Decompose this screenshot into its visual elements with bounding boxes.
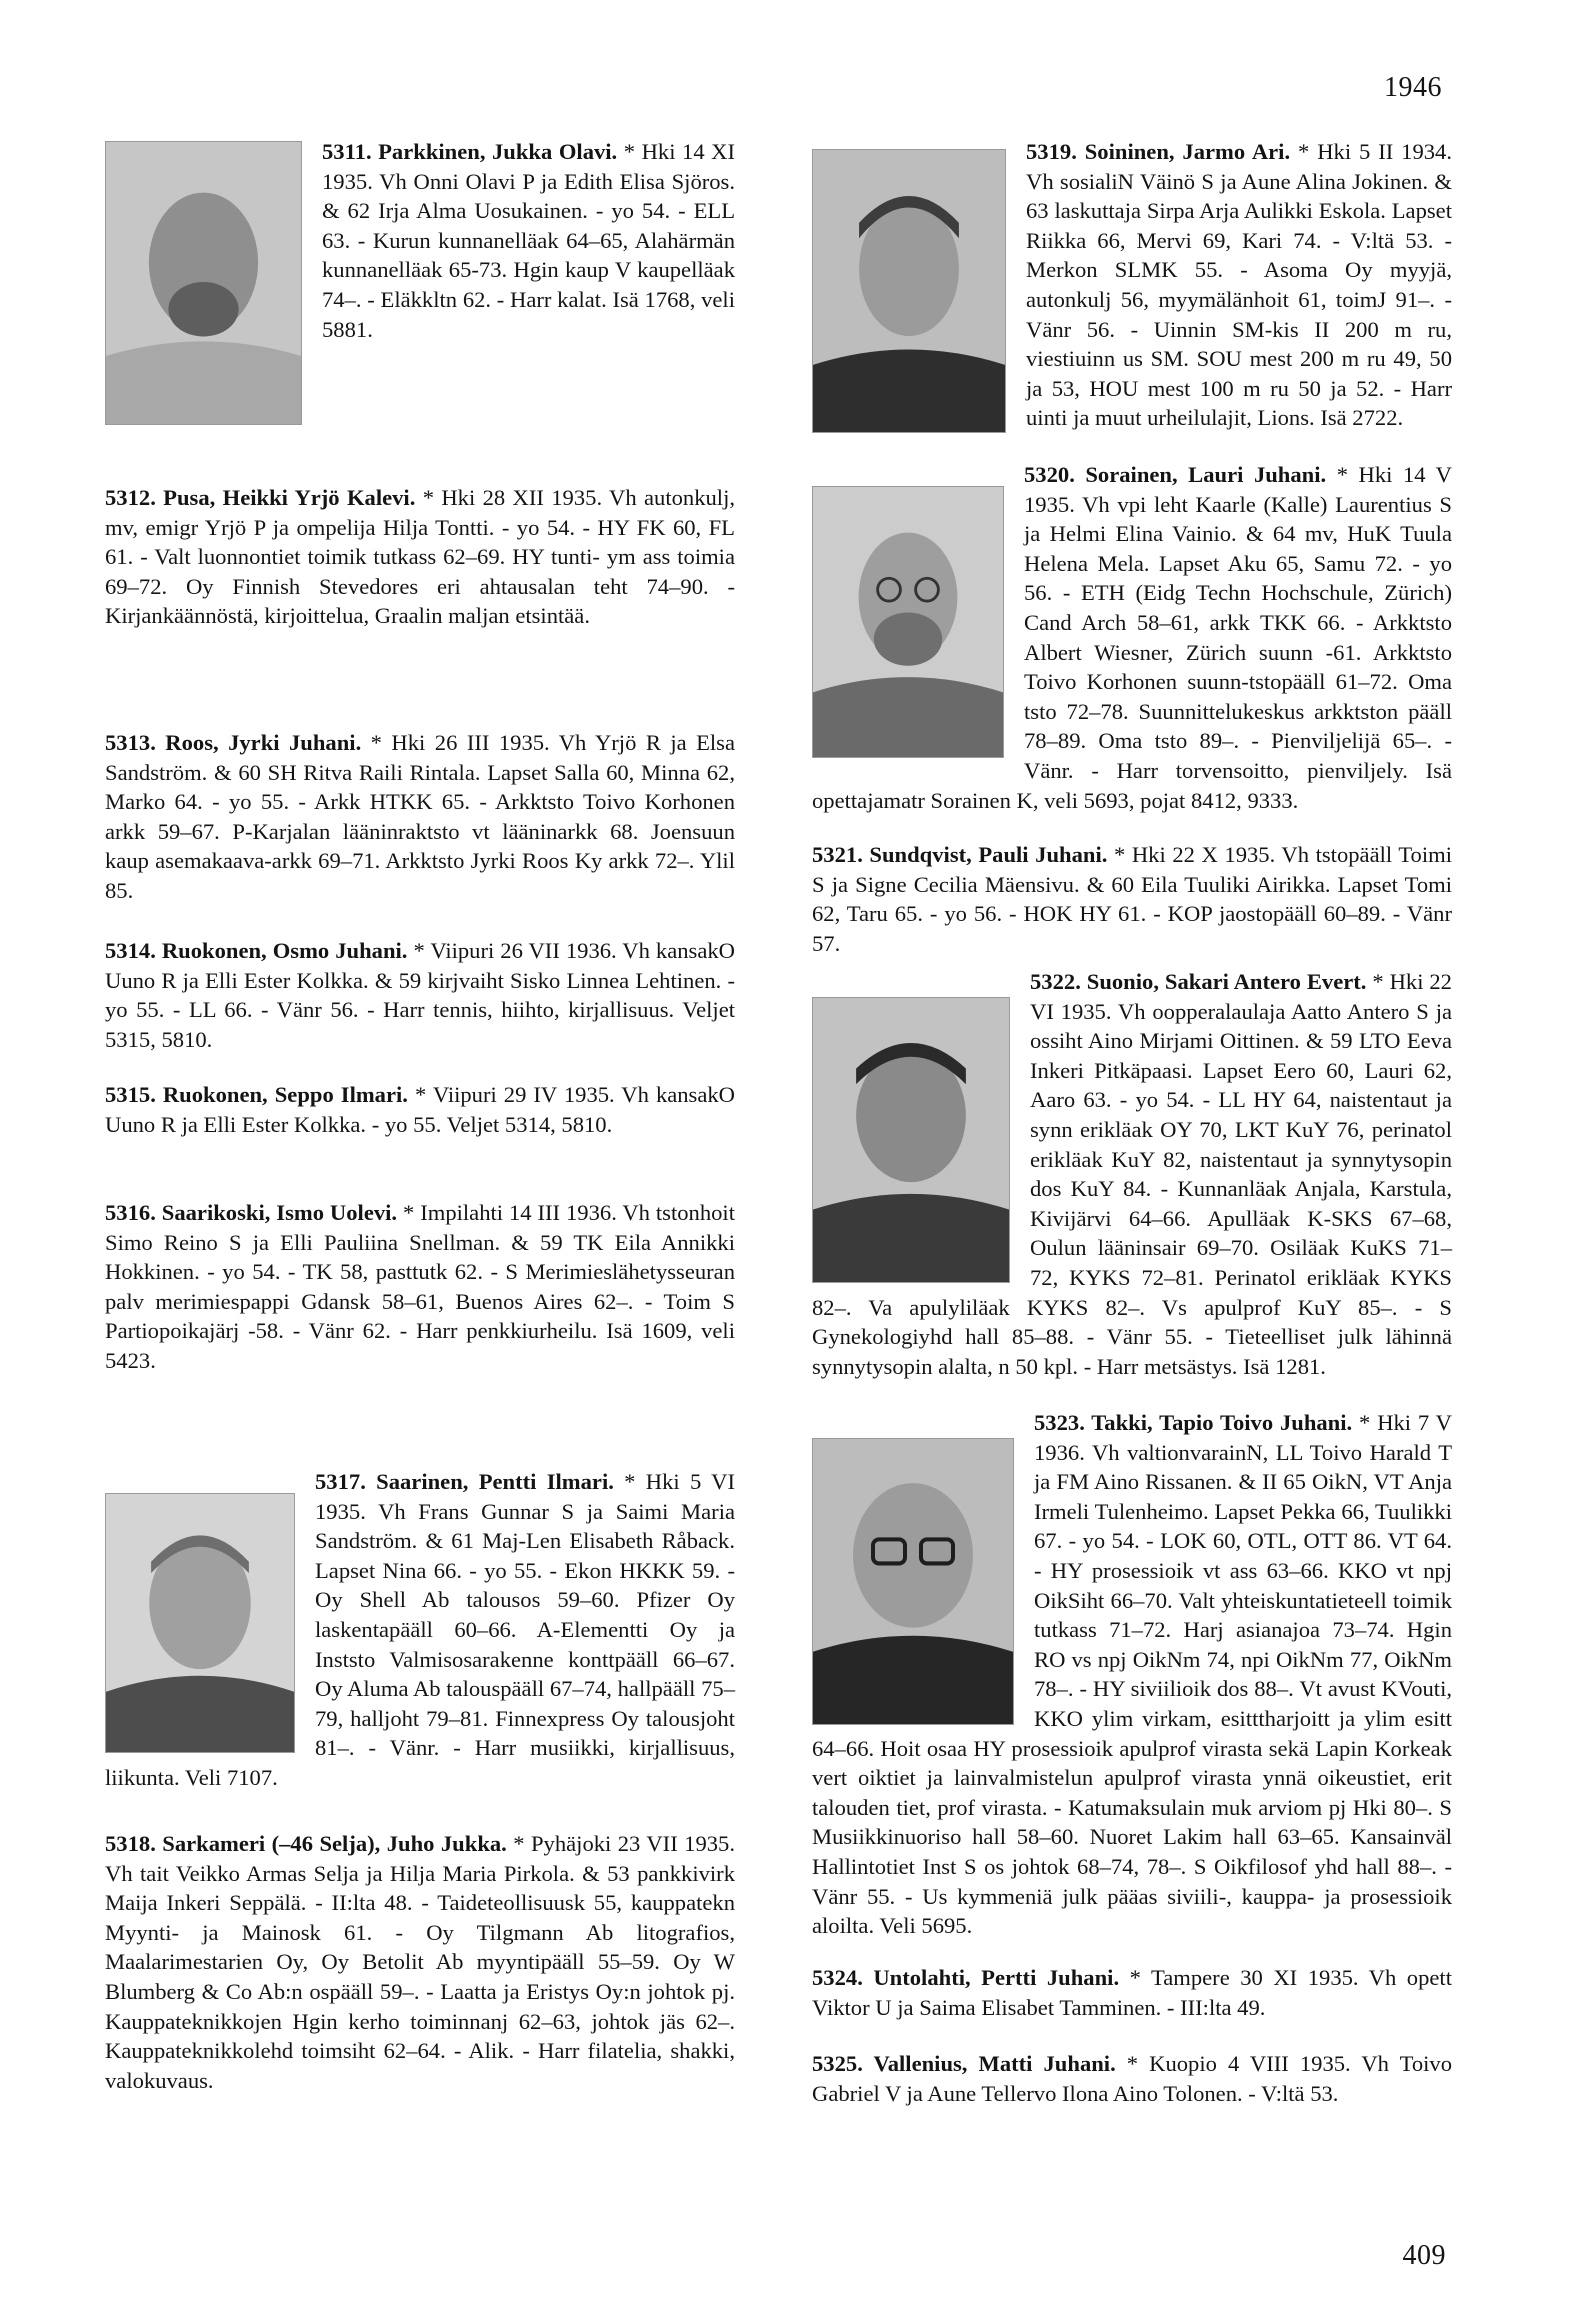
- entry-5319: [812, 137, 1452, 439]
- portrait-photo: [812, 1438, 1014, 1725]
- entry-5324: [812, 1963, 1452, 2022]
- entry-text: * Hki 22 VI 1935. Vh oopperalaulaja Aatto Antero S ja ossiht Aino Mirjami Oittinen. & 59 LTO Eeva Inkeri Pitkäpaasi. Lapset Eero 60, Lauri 62, Aaro 63. - yo 54. - LL HY 64, naistentaut ja synn erikläak OY 70, LKT KuY 76, perinatol erikläak KuY 82, naistentaut ja synnytysopin dos KuY 84. - Kunnanläak Anjala, Karstula, Kivijärvi 64–66. Apulläak K-SKS 67–68, Oulun lääninsair 69–70. Osiläak KuKS 71–72, KYKS 72–81. Perinatol erikläak KYKS 82–. Va apulyliläak KYKS 82–. Vs apulprof KuY 85–. - S Gynekologiyhd hall 85–88. - Vänr 55. - Tieteelliset julk lähinnä synnytysopin alalta, n 50 kpl. - Harr metsästys. Isä 1281.: [812, 969, 1452, 1379]
- entry-name: 5316. Saarikoski, Ismo Uolevi.: [105, 1200, 398, 1225]
- entry-5317: [105, 1467, 735, 1793]
- entry-5312: [105, 483, 735, 631]
- entry-name: 5314. Ruokonen, Osmo Juhani.: [105, 938, 408, 963]
- entry-name: 5315. Ruokonen, Seppo Ilmari.: [105, 1082, 408, 1107]
- entry-5321: [812, 840, 1452, 958]
- entry-name: 5312. Pusa, Heikki Yrjö Kalevi.: [105, 485, 416, 510]
- entry-text: * Kuopio 4 VIII 1935. Vh Toivo Gabriel V ja Aune Tellervo Ilona Aino Tolonen. - V:ltä 53.: [812, 2051, 1452, 2106]
- entry-name: 5324. Untolahti, Pertti Juhani.: [812, 1965, 1120, 1990]
- entry-5318: [105, 1829, 735, 2095]
- entry-text: * Viipuri 26 VII 1936. Vh kansakO Uuno R ja Elli Ester Kolkka. & 59 kirjvaiht Sisko Linnea Lehtinen. - yo 55. - LL 66. - Vänr 56. - Harr tennis, hiihto, kirjallisuus. Veljet 5315, 5810.: [105, 938, 735, 1052]
- portrait-photo: [812, 149, 1006, 433]
- portrait-photo: [812, 486, 1004, 758]
- entry-name: 5320. Sorainen, Lauri Juhani.: [1024, 462, 1327, 487]
- entry-text: * Viipuri 29 IV 1935. Vh kansakO Uuno R ja Elli Ester Kolkka. - yo 55. Veljet 5314, 5810.: [105, 1082, 735, 1137]
- portrait-photo: [105, 141, 302, 425]
- entry-name: 5322. Suonio, Sakari Antero Evert.: [1030, 969, 1367, 994]
- entry-name: 5317. Saarinen, Pentti Ilmari.: [315, 1469, 614, 1494]
- portrait-photo: [105, 1493, 295, 1753]
- page-number: 409: [1402, 2240, 1446, 2271]
- entry-text: * Hki 5 II 1934. Vh sosialiN Väinö S ja Aune Alina Jokinen. & 63 laskuttaja Sirpa Arja Aulikki Eskola. Lapset Riikka 66, Mervi 69, Kari 74. - V:ltä 53. - Merkon SLMK 55. - Asoma Oy myyjä, autonkulj 56, myymälänhoit 61, toimJ 91–. - Vänr 56. - Uinnin SM-kis II 200 m ru, viestiuinn us SM. SOU mest 200 m ru 49, 50 ja 53, HOU mest 100 m ru 50 ja 52. - Harr uinti ja muut urheilulajit, Lions. Isä 2722.: [1026, 139, 1452, 431]
- entry-text: * Hki 28 XII 1935. Vh autonkulj, mv, emigr Yrjö P ja ompelija Hilja Tontti. - yo 54. - HY FK 60, FL 61. - Valt luonnontiet toimik tutkass 62–69. HY tunti- ym ass toimia 69–72. Oy Finnish Stevedores eri ahtausalan teht 74–90. - Kirjankäännöstä, kirjoittelua, Graalin maljan etsintää.: [105, 485, 735, 629]
- entry-name: 5321. Sundqvist, Pauli Juhani.: [812, 842, 1108, 867]
- entry-name: 5313. Roos, Jyrki Juhani.: [105, 730, 362, 755]
- entry-text: * Tampere 30 XI 1935. Vh opett Viktor U ja Saima Elisabet Tamminen. - III:lta 49.: [812, 1965, 1452, 2020]
- entry-5315: [105, 1080, 735, 1139]
- entry-text: * Hki 7 V 1936. Vh valtionvarainN, LL Toivo Harald T ja FM Aino Rissanen. & II 65 OikN, VT Anja Irmeli Tulenheimo. Lapset Pekka 66, Tuulikki 67. - yo 54. - LOK 60, OTL, OTT 86. VT 64. - HY prosessioik vt ass 63–66. KKO vt npj OikSiht 66–70. Valt yhteiskuntatieteell toimik tutkass 71–72. Harj asianajoa 73–74. Hgin RO vs npj OikNm 74, npi OikNm 77, OikNm 78–. - HY siviilioik dos 88–. Vt avust KVouti, KKO ylim virkam, esitttharjoitt ja ylim esitt 64–66. Hoit osaa HY prosessioik apulprof virasta sekä Lapin Korkeak vert oiktiet ja lainvalmistelun apulprof virasta ynnä oikeustiet, erit talouden tiet, prof virasta. - Katumaksulain muk arviom pj Hki 80–. S Musiikkinuoriso hall 58–60. Nuoret Lakim hall 63–65. Kansainväl Hallintotiet Inst S os johtok 68–74, 78–. S Oikfilosof yhd hall 88–. - Vänr 55. - Us kymmeniä julk pääas siviili-, kauppa- ja prosessioik aloilta. Veli 5695.: [812, 1410, 1452, 1939]
- entry-name: 5318. Sarkameri (–46 Selja), Juho Jukka.: [105, 1831, 507, 1856]
- entry-name: 5319. Soininen, Jarmo Ari.: [1026, 139, 1291, 164]
- entry-text: * Pyhäjoki 23 VII 1935. Vh tait Veikko Armas Selja ja Hilja Maria Pirkola. & 53 pankkivirk Maija Inkeri Seppälä. - II:lta 48. - Taideteollisuusk 55, kauppatekn Myynti- ja Mainosk 61. - Oy Tilgmann Ab litografios, Maalarimestarien Oy, Oy Betolit Ab myyntipääll 55–59. Oy W Blumberg & Co Ab:n ospääll 59–. - Laatta ja Eristys Oy:n johtok pj. Kauppateknikkojen Hgin kerho toiminnanj 62–63, johtok jäs 62–. Kauppateknikkolehd toimsiht 62–64. - Alik. - Harr filatelia, shakki, valokuvaus.: [105, 1831, 735, 2093]
- portrait-photo: [812, 997, 1010, 1283]
- entry-5314: [105, 936, 735, 1054]
- entry-5325: [812, 2049, 1452, 2108]
- page-header-year: 1946: [1384, 72, 1442, 103]
- entry-name: 5311. Parkkinen, Jukka Olavi.: [322, 139, 618, 164]
- entry-name: 5323. Takki, Tapio Toivo Juhani.: [1034, 1410, 1353, 1435]
- entry-5320: [812, 460, 1452, 815]
- entry-text: * Hki 14 V 1935. Vh vpi leht Kaarle (Kalle) Laurentius S ja Helmi Elina Vainio. & 64 mv, HuK Tuula Helena Mela. Lapset Aku 65, Samu 72. - yo 56. - ETH (Eidg Techn Hochschule, Zürich) Cand Arch 58–61, arkk TKK 66. - Arkktsto Albert Wiesner, Zürich suunn -61. Arkktsto Toivo Korhonen suunn-tstopääll 61–72. Oma tsto 72–78. Suunnittelukeskus arkktston pääll 78–89. Oma tsto 89–. - Pienviljelijä 65–. - Vänr. - Harr torvensoitto, pienviljely. Isä opettajamatr Sorainen K, veli 5693, pojat 8412, 9333.: [812, 462, 1452, 813]
- entry-5316: [105, 1198, 735, 1376]
- entry-5313: [105, 728, 735, 906]
- entry-name: 5325. Vallenius, Matti Juhani.: [812, 2051, 1116, 2076]
- entry-5322: [812, 967, 1452, 1381]
- entry-text: * Hki 14 XI 1935. Vh Onni Olavi P ja Edith Elisa Sjöros. & 62 Irja Alma Uosukainen. - yo 54. - ELL 63. - Kurun kunnanelläak 64–65, Alahärmän kunnanelläak 65-73. Hgin kaup V kaupelläak 74–. - Eläkkltn 62. - Harr kalat. Isä 1768, veli 5881.: [322, 139, 735, 342]
- entry-5311: [105, 137, 735, 431]
- entry-text: * Hki 22 X 1935. Vh tstopääll Toimi S ja Signe Cecilia Mäensivu. & 60 Eila Tuuliki Airikka. Lapset Tomi 62, Taru 65. - yo 56. - HOK HY 61. - KOP jaostopääll 60–89. - Vänr 57.: [812, 842, 1452, 956]
- entry-text: * Hki 5 VI 1935. Vh Frans Gunnar S ja Saimi Maria Sandström. & 61 Maj-Len Elisabeth Råback. Lapset Nina 66. - yo 55. - Ekon HKKK 59. - Oy Shell Ab talousos 59–60. Pfizer Oy laskentapääll 60–66. A-Elementti Oy ja Inststo Valmisosarakenne konttpääll 66–67. Oy Aluma Ab talouspääll 67–74, hallpääll 75–79, halljoht 79–81. Finnexpress Oy talousjoht 81–. - Vänr. - Harr musiikki, kirjallisuus, liikunta. Veli 7107.: [105, 1469, 735, 1790]
- entry-text: * Hki 26 III 1935. Vh Yrjö R ja Elsa Sandström. & 60 SH Ritva Raili Rintala. Lapset Salla 60, Minna 62, Marko 64. - yo 55. - Arkk HTKK 65. - Arkktsto Toivo Korhonen arkk 59–67. P-Karjalan lääninraktsto vt lääninarkk 68. Joensuun kaup asemakaava-arkk 69–71. Arkktsto Jyrki Roos Ky arkk 72–. Ylil 85.: [105, 730, 735, 903]
- entry-5323: [812, 1408, 1452, 1941]
- entry-text: * Impilahti 14 III 1936. Vh tstonhoit Simo Reino S ja Elli Pauliina Snellman. & 59 TK Eila Annikki Hokkinen. - yo 54. - TK 58, pasttutk 62. - S Merimieslähetysseuran palv merimiespappi Gdansk 58–61, Buenos Aires 62–. - Toim S Partiopoikajärj -58. - Vänr 62. - Harr penkkiurheilu. Isä 1609, veli 5423.: [105, 1200, 735, 1373]
